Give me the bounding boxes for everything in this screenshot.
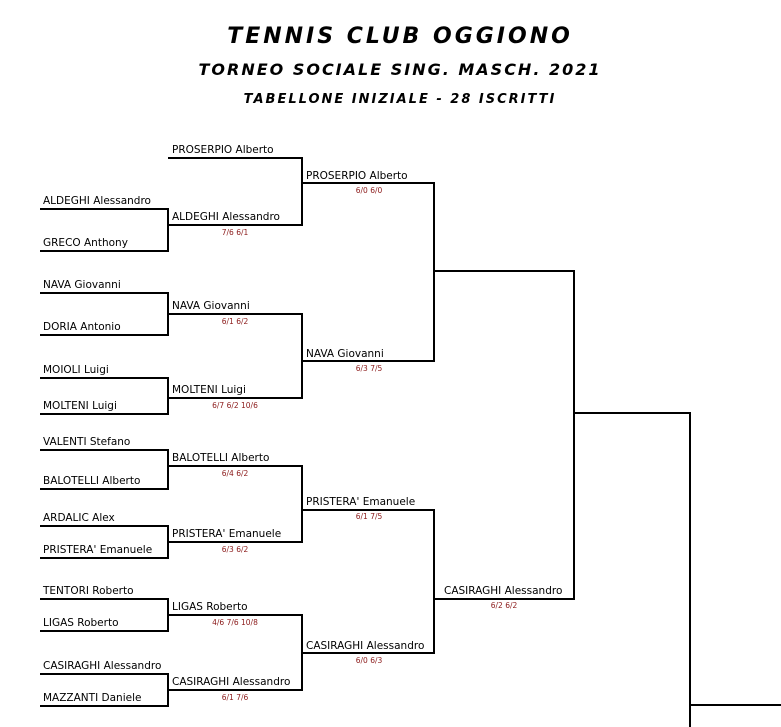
r2-player: CASIRAGHI Alessandro [172,676,291,688]
club-title: TENNIS CLUB OGGIONO [227,24,573,49]
r1-player: ARDALIC Alex [43,512,115,524]
match-score: 6/1 6/2 [221,317,249,326]
r1-player: GRECO Anthony [43,237,128,249]
match-score: 6/0 6/3 [355,656,383,665]
r1-player: MOIOLI Luigi [43,364,109,376]
r1-player: DORIA Antonio [43,321,121,333]
match-score: 6/7 6/2 10/6 [212,401,258,410]
match-score: 6/4 6/2 [221,469,249,478]
r1-player: CASIRAGHI Alessandro [43,660,162,672]
qf-player: NAVA Giovanni [306,348,384,360]
r1-player: PRISTERA' Emanuele [43,544,153,556]
r1-player: TENTORI Roberto [43,585,134,597]
match-score: 6/3 6/2 [221,545,249,554]
r2-player: PRISTERA' Emanuele [172,528,282,540]
match-score: 6/1 7/6 [221,693,249,702]
tournament-title: TORNEO SOCIALE SING. MASCH. 2021 [198,60,602,79]
qf-player: PRISTERA' Emanuele [306,496,416,508]
sf-player: CASIRAGHI Alessandro [444,585,563,597]
r2-player: ALDEGHI Alessandro [172,211,280,223]
r2-player: LIGAS Roberto [172,601,248,613]
r1-player: VALENTI Stefano [43,436,131,448]
qf-player: PROSERPIO Alberto [306,170,408,182]
r1-player: BALOTELLI Alberto [43,475,141,487]
draw-subtitle: TABELLONE INIZIALE - 28 ISCRITTI [243,92,557,107]
r1-player: MOLTENI Luigi [43,400,117,412]
r1-player: LIGAS Roberto [43,617,119,629]
match-score: 4/6 7/6 10/8 [212,618,258,627]
r1-player: ALDEGHI Alessandro [43,195,151,207]
r2-player: MOLTENI Luigi [172,384,246,396]
match-score: 6/3 7/5 [355,364,383,373]
qf-player: CASIRAGHI Alessandro [306,640,425,652]
match-score: 7/6 6/1 [221,228,249,237]
r1-player: MAZZANTI Daniele [43,692,142,704]
match-score: 6/2 6/2 [490,601,518,610]
r2-player: NAVA Giovanni [172,300,250,312]
r2-player: BALOTELLI Alberto [172,452,270,464]
r1-player: PROSERPIO Alberto [172,144,274,156]
match-score: 6/0 6/0 [355,186,383,195]
match-score: 6/1 7/5 [355,512,383,521]
r1-player: NAVA Giovanni [43,279,121,291]
